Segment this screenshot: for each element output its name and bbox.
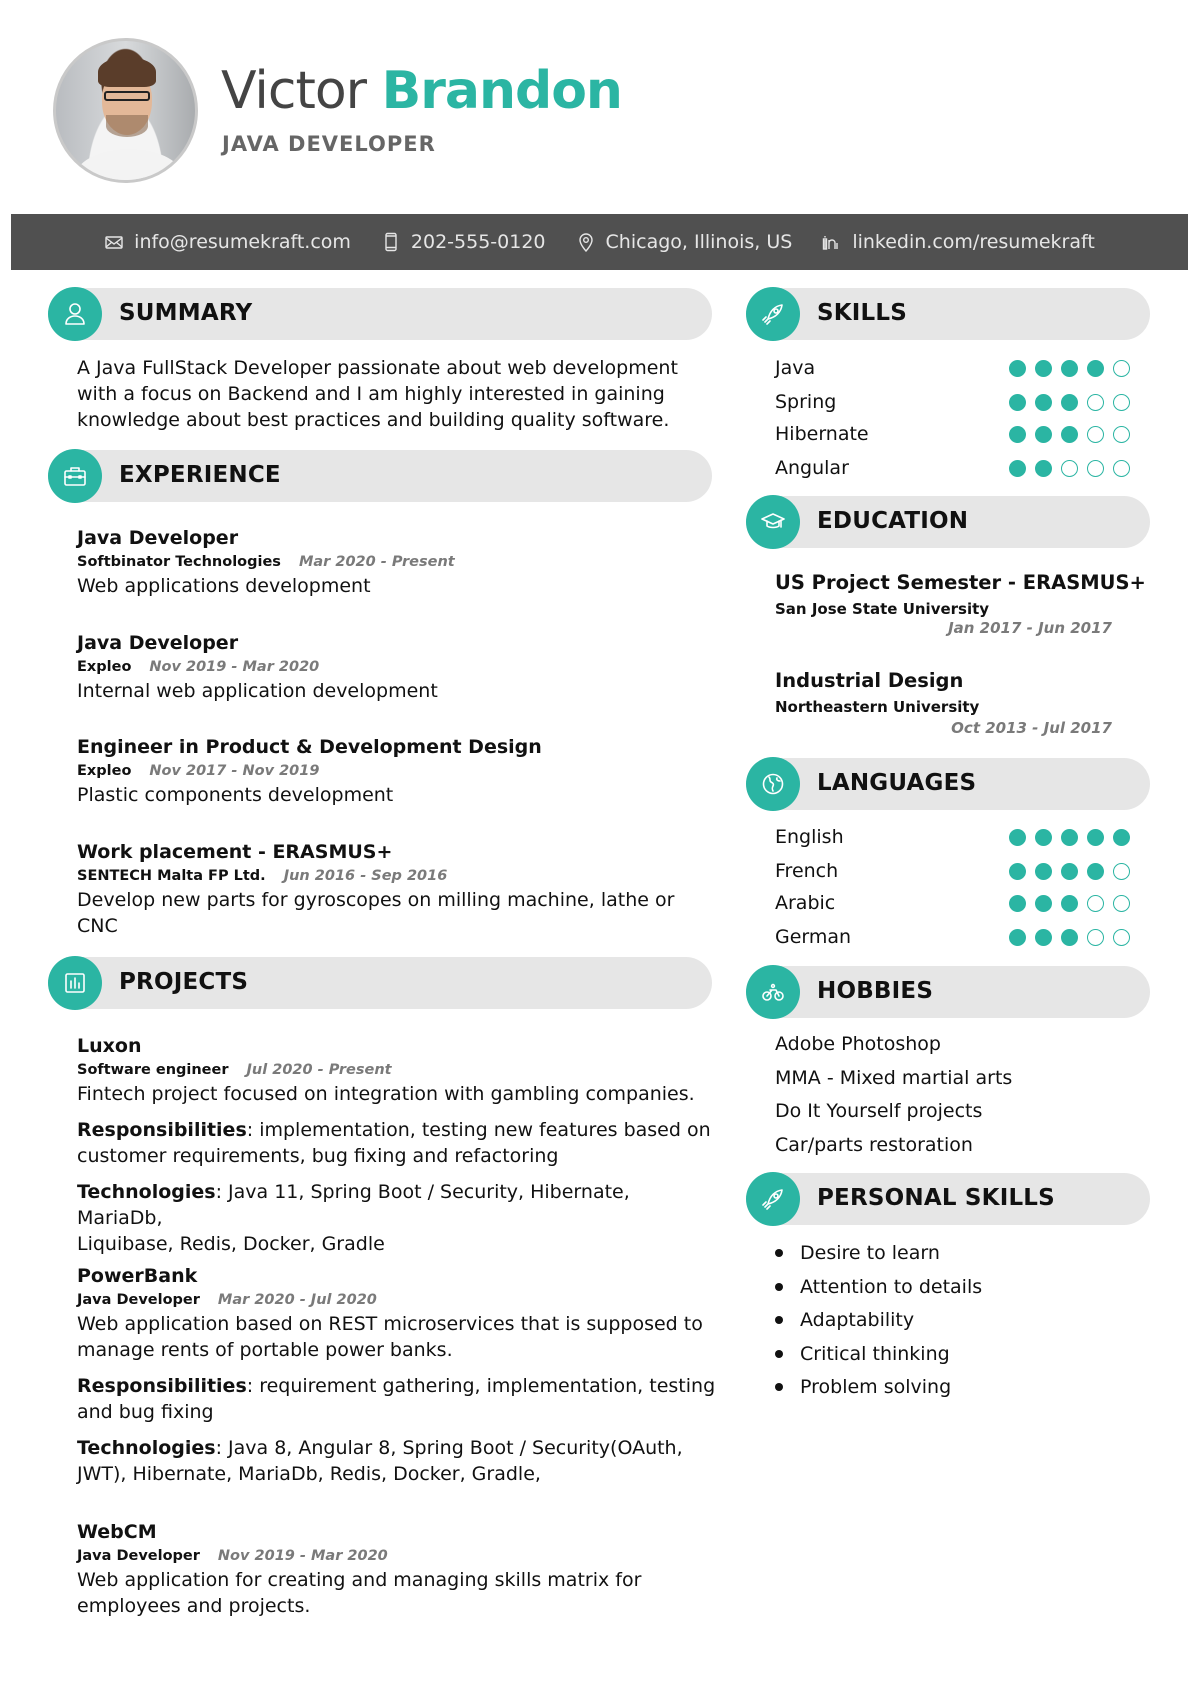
briefcase-icon — [48, 449, 102, 503]
contact-linkedin[interactable] — [822, 231, 1095, 253]
section-title: SKILLS — [817, 300, 908, 326]
rating-dots — [1009, 360, 1130, 377]
experience-entry — [77, 735, 542, 808]
job-title: JAVA DEVELOPER — [222, 132, 436, 156]
section-title: PERSONAL SKILLS — [817, 1185, 1055, 1211]
project-name: Luxon — [77, 1035, 142, 1057]
rating-dot-filled-icon — [1009, 863, 1026, 880]
user-icon — [48, 287, 102, 341]
mobile-phone-icon — [381, 232, 401, 252]
entry-dates: Nov 2019 - Mar 2020 — [149, 659, 320, 675]
rating-dot-empty-icon — [1087, 426, 1104, 443]
language-row-label: English — [775, 826, 844, 848]
graduation-cap-icon — [746, 495, 800, 549]
rating-dot-empty-icon — [1113, 394, 1130, 411]
contact-bar — [11, 214, 1188, 270]
rating-dot-empty-icon — [1087, 394, 1104, 411]
project-role: Java Developer — [77, 1292, 200, 1308]
section-header-hobbies — [746, 966, 1150, 1018]
project-name: WebCM — [77, 1521, 157, 1543]
rating-dot-empty-icon — [1113, 360, 1130, 377]
rating-dot-filled-icon — [1009, 360, 1026, 377]
personal-skill-item: Adaptability — [775, 1305, 914, 1335]
entry-dates: Mar 2020 - Present — [298, 554, 455, 570]
project-description: Web application for creating and managing skills matrix for employees and projects. — [77, 1569, 642, 1617]
rating-dot-filled-icon — [1009, 929, 1026, 946]
rating-dots — [1009, 829, 1130, 846]
entry-role: Java Developer — [77, 632, 239, 654]
language-row — [775, 922, 1130, 952]
entry-description: CNC — [77, 915, 118, 937]
project-dates: Jul 2020 - Present — [246, 1062, 392, 1078]
bar-chart-icon — [48, 956, 102, 1010]
summary-line: A Java FullStack Developer passionate about web development — [77, 357, 678, 379]
email-text: info@resumekraft.com — [134, 231, 351, 253]
rating-dot-filled-icon — [1009, 394, 1026, 411]
rating-dot-filled-icon — [1061, 829, 1078, 846]
bullet-icon — [775, 1249, 783, 1257]
rating-dots — [1009, 863, 1130, 880]
rating-dot-filled-icon — [1087, 863, 1104, 880]
rating-dot-filled-icon — [1113, 829, 1130, 846]
rating-dot-empty-icon — [1113, 929, 1130, 946]
rating-dots — [1009, 426, 1130, 443]
language-row-label: Arabic — [775, 892, 836, 914]
rating-dot-filled-icon — [1035, 394, 1052, 411]
rocket-icon — [746, 1172, 800, 1226]
education-dates: Oct 2013 - Jul 2017 — [951, 719, 1112, 737]
profile-photo — [53, 38, 198, 183]
section-title: SUMMARY — [119, 300, 253, 326]
entry-description: Internal web application development — [77, 680, 438, 702]
project-technologies: Technologies: Java 11, Spring Boot / Security, Hibernate, MariaDb, Liquibase, Redis, Docker, Gradle — [77, 1181, 630, 1255]
project-entry — [77, 1264, 717, 1487]
rating-dot-empty-icon — [1113, 863, 1130, 880]
full-name — [221, 58, 622, 124]
language-row-label: German — [775, 926, 852, 948]
rating-dot-filled-icon — [1087, 829, 1104, 846]
language-row — [775, 822, 1130, 852]
location-text: Chicago, Illinois, US — [605, 231, 793, 253]
section-title: PROJECTS — [119, 969, 249, 995]
rating-dot-filled-icon — [1061, 360, 1078, 377]
hobby-item: Car/parts restoration — [775, 1134, 973, 1156]
bullet-icon — [775, 1350, 783, 1358]
rating-dots — [1009, 394, 1130, 411]
section-title: EXPERIENCE — [119, 462, 281, 488]
rating-dot-filled-icon — [1061, 895, 1078, 912]
rating-dot-filled-icon — [1035, 829, 1052, 846]
personal-skill-item: Critical thinking — [775, 1339, 950, 1369]
experience-entry — [77, 631, 438, 704]
education-school: Northeastern University — [775, 698, 980, 716]
skill-row-label: Angular — [775, 457, 849, 479]
rating-dot-filled-icon — [1009, 426, 1026, 443]
rating-dot-filled-icon — [1035, 360, 1052, 377]
section-title: LANGUAGES — [817, 770, 977, 796]
rating-dot-filled-icon — [1061, 426, 1078, 443]
section-header-personal-skills — [746, 1173, 1150, 1225]
project-technologies: Technologies: Java 8, Angular 8, Spring Boot / Security(OAuth, JWT), Hibernate, MariaDb, Redis, Docker, Gradle, — [77, 1437, 683, 1485]
hobby-item: Adobe Photoshop — [775, 1033, 941, 1055]
rating-dot-empty-icon — [1087, 929, 1104, 946]
section-title: HOBBIES — [817, 978, 934, 1004]
entry-role: Work placement - ERASMUS+ — [77, 841, 393, 863]
rating-dot-filled-icon — [1061, 394, 1078, 411]
rating-dot-empty-icon — [1061, 460, 1078, 477]
entry-company: Expleo — [77, 659, 132, 675]
language-row-label: French — [775, 860, 839, 882]
rating-dot-empty-icon — [1113, 460, 1130, 477]
contact-phone[interactable] — [381, 231, 546, 253]
education-degree: Industrial Design — [775, 669, 964, 692]
entry-dates: Jun 2016 - Sep 2016 — [283, 868, 448, 884]
skill-row-label: Java — [775, 357, 816, 379]
skill-row-label: Hibernate — [775, 423, 869, 445]
rating-dots — [1009, 460, 1130, 477]
entry-description: Develop new parts for gyroscopes on milling machine, lathe or — [77, 889, 675, 911]
project-dates: Nov 2019 - Mar 2020 — [217, 1548, 388, 1564]
bullet-icon — [775, 1316, 783, 1324]
rating-dot-filled-icon — [1009, 460, 1026, 477]
personal-skill-item: Problem solving — [775, 1372, 951, 1402]
bullet-icon — [775, 1383, 783, 1391]
project-entry — [77, 1034, 717, 1257]
rating-dot-filled-icon — [1035, 863, 1052, 880]
entry-company: Softbinator Technologies — [77, 554, 281, 570]
entry-role: Engineer in Product & Development Design — [77, 736, 542, 758]
rating-dot-filled-icon — [1035, 460, 1052, 477]
rating-dot-filled-icon — [1035, 426, 1052, 443]
personal-skill-item: Desire to learn — [775, 1238, 940, 1268]
entry-company: SENTECH Malta FP Ltd. — [77, 868, 266, 884]
section-header-summary — [48, 288, 712, 340]
hobby-item: MMA - Mixed martial arts — [775, 1067, 1013, 1089]
rating-dots — [1009, 895, 1130, 912]
rating-dot-filled-icon — [1009, 895, 1026, 912]
skill-row — [775, 419, 1130, 449]
rating-dot-empty-icon — [1087, 895, 1104, 912]
entry-description: Plastic components development — [77, 784, 394, 806]
project-responsibilities: Responsibilities: implementation, testing new features based on customer requirements, bug fixing and refactoring — [77, 1119, 711, 1167]
skill-row-label: Spring — [775, 391, 837, 413]
section-header-education — [746, 496, 1150, 548]
entry-dates: Nov 2017 - Nov 2019 — [149, 763, 320, 779]
entry-company: Expleo — [77, 763, 132, 779]
section-header-projects — [48, 957, 712, 1009]
education-degree: US Project Semester - ERASMUS+ — [775, 571, 1146, 594]
phone-text: 202-555-0120 — [410, 231, 546, 253]
project-dates: Mar 2020 - Jul 2020 — [217, 1292, 377, 1308]
summary-line: knowledge about best practices and building quality software. — [77, 409, 670, 431]
language-row — [775, 888, 1130, 918]
summary-text — [77, 355, 678, 433]
project-role: Java Developer — [77, 1548, 200, 1564]
personal-skill-item: Attention to details — [775, 1272, 982, 1302]
project-name: PowerBank — [77, 1265, 198, 1287]
project-description: Web application based on REST microservices that is supposed to manage rents of portable power banks. — [77, 1313, 703, 1361]
project-description: Fintech project focused on integration with gambling companies. — [77, 1083, 695, 1105]
rating-dot-filled-icon — [1061, 863, 1078, 880]
skill-row — [775, 387, 1130, 417]
section-title: EDUCATION — [817, 508, 969, 534]
entry-description: Web applications development — [77, 575, 371, 597]
rating-dot-filled-icon — [1035, 895, 1052, 912]
hobby-item: Do It Yourself projects — [775, 1100, 983, 1122]
contact-location — [576, 231, 793, 253]
linkedin-icon — [822, 232, 842, 252]
map-pin-icon — [576, 232, 596, 252]
rocket-icon — [746, 287, 800, 341]
rating-dot-filled-icon — [1087, 360, 1104, 377]
language-row — [775, 856, 1130, 886]
bullet-icon — [775, 1283, 783, 1291]
contact-email[interactable] — [104, 231, 351, 253]
linkedin-text: linkedin.com/resumekraft — [852, 231, 1095, 253]
project-role: Software engineer — [77, 1062, 229, 1078]
skill-row — [775, 453, 1130, 483]
bicycle-icon — [746, 965, 800, 1019]
experience-entry — [77, 526, 455, 599]
section-header-experience — [48, 450, 712, 502]
rating-dot-empty-icon — [1087, 460, 1104, 477]
experience-entry — [77, 840, 674, 939]
project-entry — [77, 1520, 717, 1619]
rating-dot-filled-icon — [1035, 929, 1052, 946]
section-header-languages — [746, 758, 1150, 810]
envelope-icon — [104, 232, 124, 252]
globe-icon — [746, 757, 800, 811]
first-name: Victor — [221, 61, 367, 121]
section-header-skills — [746, 288, 1150, 340]
project-responsibilities: Responsibilities: requirement gathering, implementation, testing and bug fixing — [77, 1375, 716, 1423]
education-school: San Jose State University — [775, 600, 990, 618]
skill-row — [775, 353, 1130, 383]
summary-line: with a focus on Backend and I am highly interested in gaining — [77, 383, 665, 405]
education-dates: Jan 2017 - Jun 2017 — [948, 619, 1112, 637]
rating-dots — [1009, 929, 1130, 946]
entry-role: Java Developer — [77, 527, 239, 549]
last-name: Brandon — [381, 61, 622, 121]
rating-dot-filled-icon — [1061, 929, 1078, 946]
rating-dot-filled-icon — [1009, 829, 1026, 846]
rating-dot-empty-icon — [1113, 426, 1130, 443]
rating-dot-empty-icon — [1113, 895, 1130, 912]
